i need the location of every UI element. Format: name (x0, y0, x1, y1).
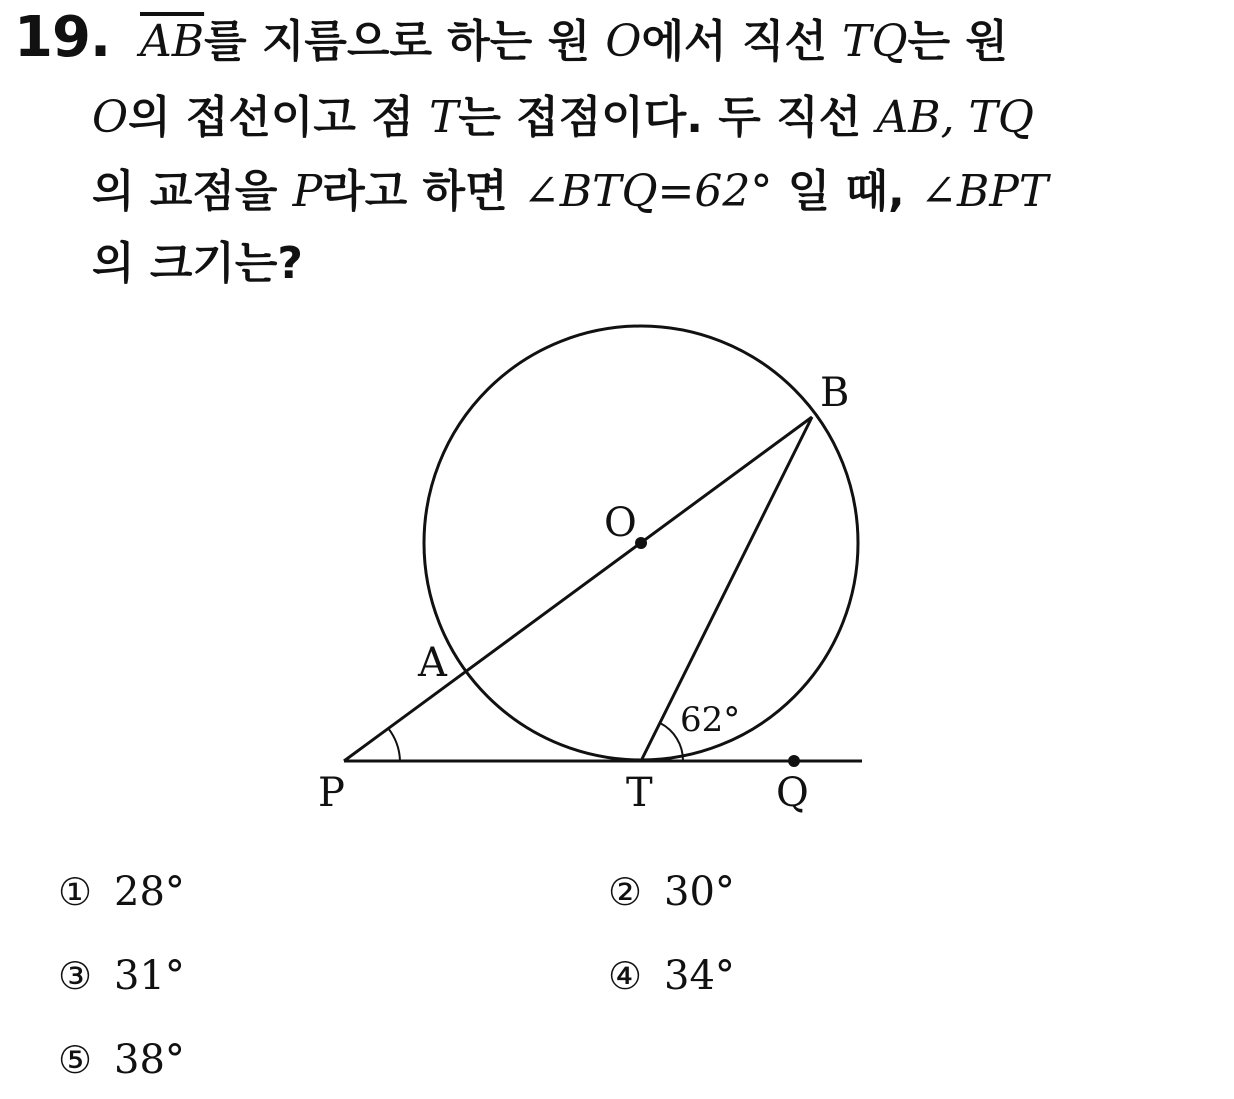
choice-value: 30° (664, 869, 735, 915)
label-o: O (604, 500, 637, 546)
text: 의 접선이고 점 (128, 92, 430, 143)
label-angle-62: 62° (680, 700, 741, 740)
choice-number: ④ (608, 954, 643, 998)
point-t: T (429, 92, 459, 143)
question-line-4: 의 크기는? (92, 238, 303, 289)
secant-line-pb (344, 417, 812, 761)
choice-value: 31° (114, 953, 185, 999)
point-o: O (605, 16, 642, 67)
angle-bpt: ∠BPT (920, 166, 1049, 217)
angle-arc-p (388, 728, 400, 761)
choice-value: 34° (664, 953, 735, 999)
center-o-dot (635, 537, 647, 549)
choice-number: ⑤ (58, 1038, 93, 1082)
choice-number: ② (608, 870, 643, 914)
choice-number: ③ (58, 954, 93, 998)
point-q-dot (788, 755, 800, 767)
label-p: P (318, 770, 345, 816)
label-b: B (820, 370, 850, 416)
point-o: O (92, 92, 129, 143)
text: 를 지름으로 하는 원 (204, 16, 606, 67)
angle-btq: ∠BTQ=62° (522, 166, 773, 217)
choice-number: ① (58, 870, 93, 914)
text: 일 때, (772, 166, 921, 217)
choice-2[interactable] (608, 868, 735, 916)
segment-ab: $\overline{AB}$ (140, 16, 205, 67)
label-a: A (418, 640, 447, 686)
label-t: T (626, 770, 653, 816)
lines-ab-tq: AB, TQ (876, 92, 1034, 143)
label-q: Q (776, 770, 809, 816)
choice-value: 38° (114, 1037, 185, 1083)
text: 는 접점이다. 두 직선 (458, 92, 877, 143)
choice-3[interactable] (58, 952, 185, 1000)
choice-4[interactable] (608, 952, 735, 1000)
choice-1[interactable] (58, 868, 185, 916)
question-number: 19. (14, 5, 111, 70)
text: 에서 직선 (641, 16, 843, 67)
point-p: P (292, 166, 323, 217)
line-tq: TQ (842, 16, 908, 67)
text: 의 교점을 (92, 166, 293, 217)
text: 는 원 (907, 16, 1008, 67)
choice-5[interactable] (58, 1036, 185, 1084)
choice-value: 28° (114, 869, 185, 915)
text: 라고 하면 (322, 166, 523, 217)
